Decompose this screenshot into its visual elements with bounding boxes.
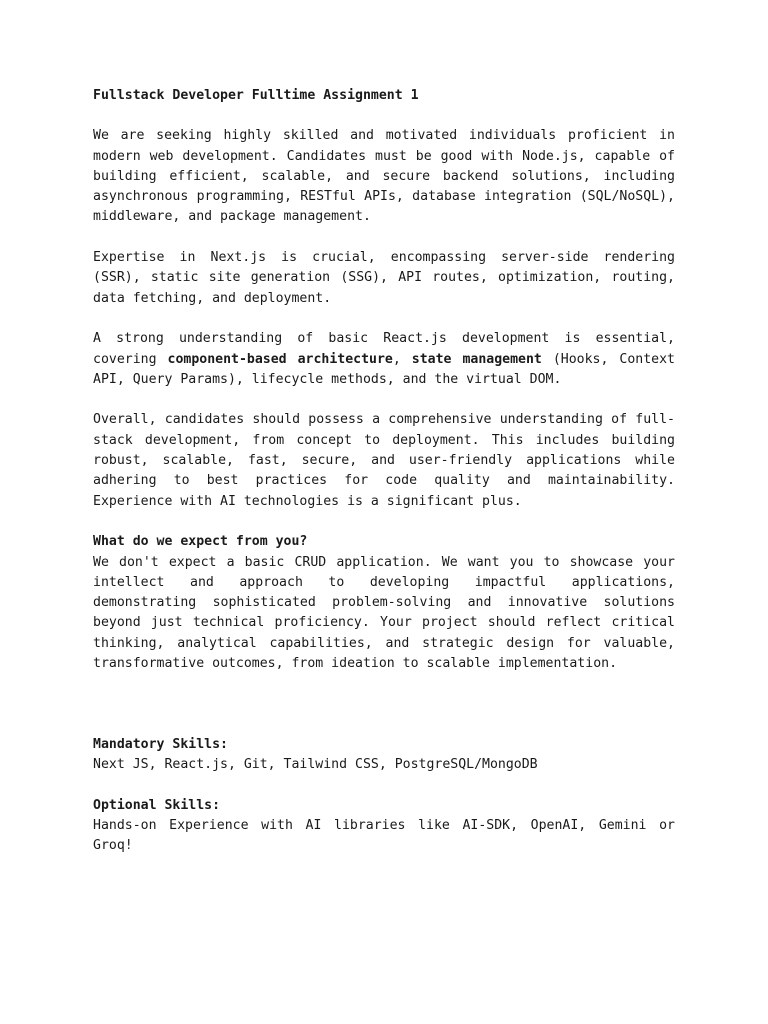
mandatory-section <box>93 735 675 776</box>
expect-section <box>93 532 675 674</box>
intro-paragraph: We are seeking highly skilled and motivated individuals proficient in modern web development. Candidates must be good with Node.js, capable of building efficient, scalable, and secure backend solutions, including asynchronous programming, RESTful APIs, database integration (SQL/NoSQL), middleware, and package management. <box>93 128 675 225</box>
mandatory-skills-text: Next JS, React.js, Git, Tailwind CSS, PostgreSQL/MongoDB <box>93 756 538 772</box>
react-bold-component-architecture: component-based architecture <box>167 351 393 367</box>
document-title: Fullstack Developer Fulltime Assignment 1 <box>93 88 419 103</box>
mandatory-heading: Mandatory Skills: <box>93 736 228 752</box>
expect-paragraph: We don't expect a basic CRUD application. We want you to showcase your intellect and approach to developing impactful applications, demonstrating sophisticated problem-solving and innovative solutions beyond just technical proficiency. Your project should reflect critical thinking, analytical capabilities, and strategic design for valuable, transformative outcomes, from ideation to scalable implementation. <box>93 554 675 672</box>
expect-heading: What do we expect from you? <box>93 534 308 550</box>
react-text-mid: , <box>392 351 412 367</box>
optional-heading: Optional Skills: <box>93 797 221 813</box>
nextjs-paragraph: Expertise in Next.js is crucial, encompassing server-side rendering (SSR), static site generation (SSG), API routes, optimization, routing, data fetching, and deployment. <box>93 250 675 306</box>
optional-skills-text: Hands-on Experience with AI libraries like AI-SDK, OpenAI, Gemini or Groq! <box>93 817 675 854</box>
optional-section <box>93 796 675 857</box>
react-bold-state-management: state management <box>411 351 542 367</box>
overall-paragraph: Overall, candidates should possess a comprehensive understanding of full-stack development, from concept to deployment. This includes building robust, scalable, fast, secure, and user-friendly applications while adhering to best practices for code quality and maintainability. Experience with AI technologies is a significant plus. <box>93 412 675 509</box>
react-text-pre: A strong understanding of basic React.js development is essential, covering <box>93 331 675 367</box>
react-paragraph <box>93 329 675 390</box>
spacer <box>93 695 675 735</box>
react-text-post: (Hooks, Context API, Query Params), lifecycle methods, and the virtual DOM. <box>93 351 675 387</box>
